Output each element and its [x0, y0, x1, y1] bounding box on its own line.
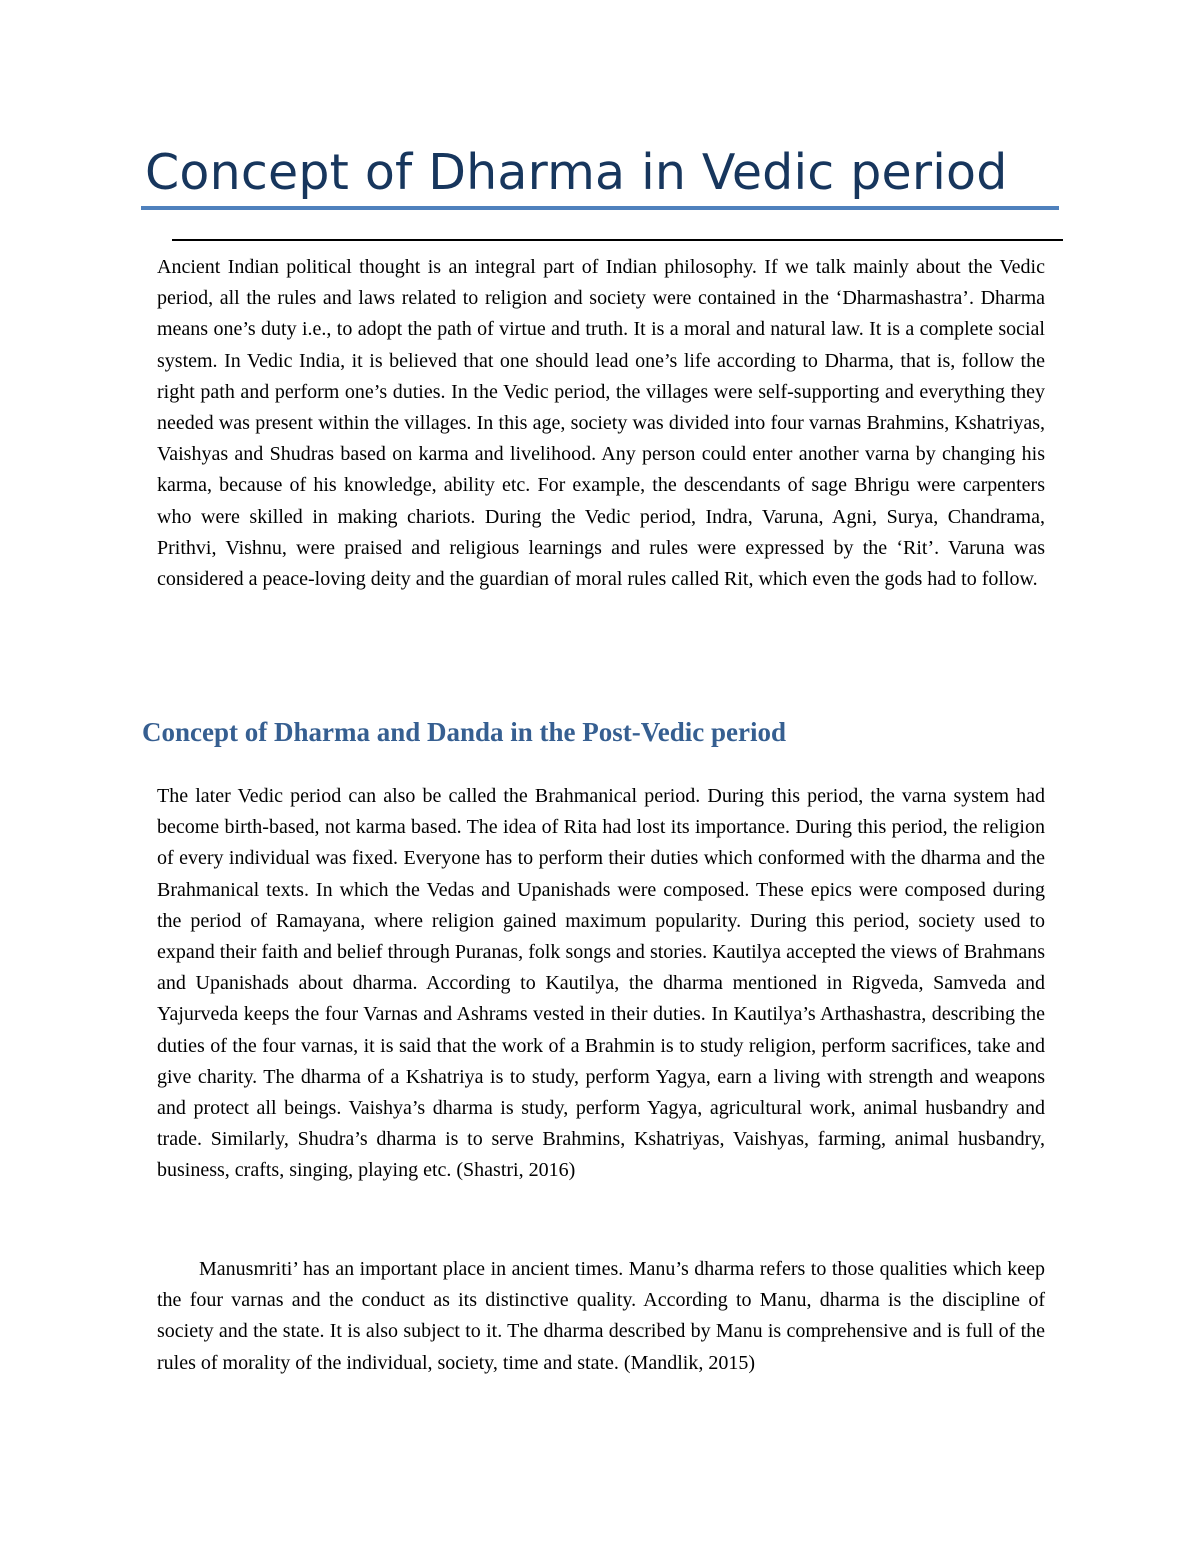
body-paragraph-3: Manusmriti’ has an important place in ancient times. Manu’s dharma refers to those qualities which keep the four varnas and the conduct as its distinctive quality. According to Manu, dharma is the discipline of society and the state. It is also subject to it. The dharma described by Manu is comprehensive and is full of the rules of morality of the individual, society, time and state. (Mandlik, 2015): [157, 1258, 1045, 1374]
title-underline: [141, 206, 1059, 210]
body-paragraph-2: The later Vedic period can also be called the Brahmanical period. During this period, the varna system had become birth-based, not karma based. The idea of Rita had lost its importance. During this period, the religion of every individual was fixed. Everyone has to perform their duties which conformed with the dharma and the Brahmanical texts. In which the Vedas and Upanishads were composed. These epics were composed during the period of Ramayana, where religion gained maximum popularity. During this period, society used to expand their faith and belief through Puranas, folk songs and stories. Kautilya accepted the views of Brahmans and Upanishads about dharma. According to Kautilya, the dharma mentioned in Rigveda, Samveda and Yajurveda keeps the four Varnas and Ashrams vested in their duties. In Kautilya’s Arthashastra, describing the duties of the four varnas, it is said that the work of a Brahmin is to study religion, perform sacrifices, take and give charity. The dharma of a Kshatriya is to study, perform Yagya, earn a living with strength and weapons and protect all beings. Vaishya’s dharma is study, perform Yagya, agricultural work, animal husbandry and trade. Similarly, Shudra’s dharma is to serve Brahmins, Kshatriyas, Vaishyas, farming, animal husbandry, business, crafts, singing, playing etc. (Shastri, 2016): [157, 785, 1045, 1182]
horizontal-divider: [172, 239, 1063, 241]
document-title: Concept of Dharma in Vedic period: [145, 144, 1008, 201]
body-paragraph-1: Ancient Indian political thought is an integral part of Indian philosophy. If we talk mainly about the Vedic period, all the rules and laws related to religion and society were contained in the ‘Dharmashastra’. Dharma means one’s duty i.e., to adopt the path of virtue and truth. It is a moral and natural law. It is a complete social system. In Vedic India, it is believed that one should lead one’s life according to Dharma, that is, follow the right path and perform one’s duties. In the Vedic period, the villages were self-supporting and everything they needed was present within the villages. In this age, society was divided into four varnas Brahmins, Kshatriyas, Vaishyas and Shudras based on karma and livelihood. Any person could enter another varna by changing his karma, because of his knowledge, ability etc. For example, the descendants of sage Bhrigu were carpenters who were skilled in making chariots. During the Vedic period, Indra, Varuna, Agni, Surya, Chandrama, Prithvi, Vishnu, were praised and religious learnings and rules were expressed by the ‘Rit’. Varuna was considered a peace-loving deity and the guardian of moral rules called Rit, which even the gods had to follow.: [157, 256, 1045, 591]
section-heading: Concept of Dharma and Danda in the Post-Vedic period: [142, 717, 787, 747]
